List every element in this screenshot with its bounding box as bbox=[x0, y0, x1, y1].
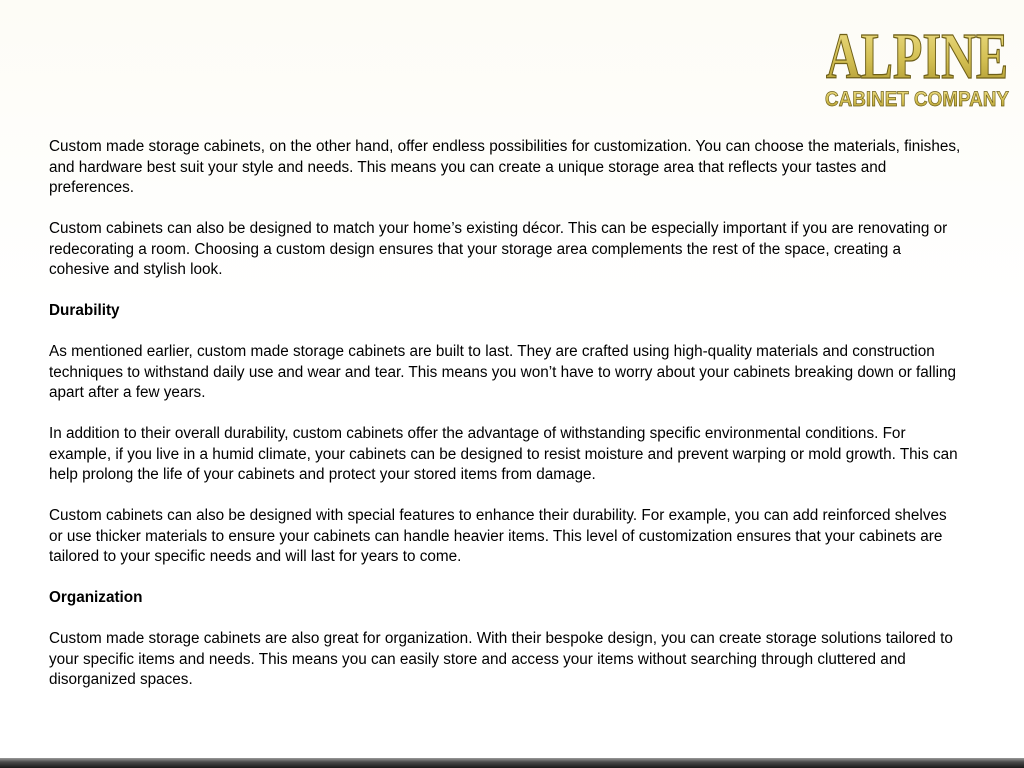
paragraph-organization: Custom made storage cabinets are also great for organization. With their bespoke design, you can create storage solutions tailored to your specific items and needs. This means you can easily store and access your items without searching through cluttered and disorganized spaces. bbox=[49, 630, 953, 688]
bottom-border-bar bbox=[0, 758, 1024, 768]
article-body bbox=[49, 137, 961, 711]
paragraph-special-features: Custom cabinets can also be designed with special features to enhance their durability. For example, you can add reinforced shelves or use thicker materials to ensure your cabinets can handle heavier items. This level of customization ensures that your cabinets are tailored to your specific needs and will last for years to come. bbox=[49, 507, 947, 565]
logo-line1: ALPINE bbox=[826, 22, 1008, 93]
heading-durability: Durability bbox=[49, 302, 120, 319]
paragraph-environmental-conditions: In addition to their overall durability, custom cabinets offer the advantage of withstanding specific environmental conditions. For example, if you live in a humid climate, your cabinets can be designed to resist moisture and prevent warping or mold growth. This can help prolong the life of your cabinets and protect your stored items from damage. bbox=[49, 425, 958, 483]
alpine-logo bbox=[822, 22, 1012, 114]
paragraph-customization-options: Custom made storage cabinets, on the other hand, offer endless possibilities for customization. You can choose the materials, finishes, and hardware best suit your style and needs. This means you can create a unique storage area that reflects your tastes and preferences. bbox=[49, 138, 961, 196]
logo-graphic bbox=[822, 22, 1012, 114]
logo-line2: CABINET COMPANY bbox=[825, 88, 1009, 111]
heading-organization: Organization bbox=[49, 589, 143, 606]
paragraph-built-to-last: As mentioned earlier, custom made storage cabinets are built to last. They are crafted using high-quality materials and construction techniques to withstand daily use and wear and tear. This means you won’t have to worry about your cabinets breaking down or falling apart after a few years. bbox=[49, 343, 957, 401]
paragraph-decor-matching: Custom cabinets can also be designed to match your home’s existing décor. This can be especially important if you are renovating or redecorating a room. Choosing a custom design ensures that your storage area complements the rest of the space, creating a cohesive and stylish look. bbox=[49, 220, 948, 278]
